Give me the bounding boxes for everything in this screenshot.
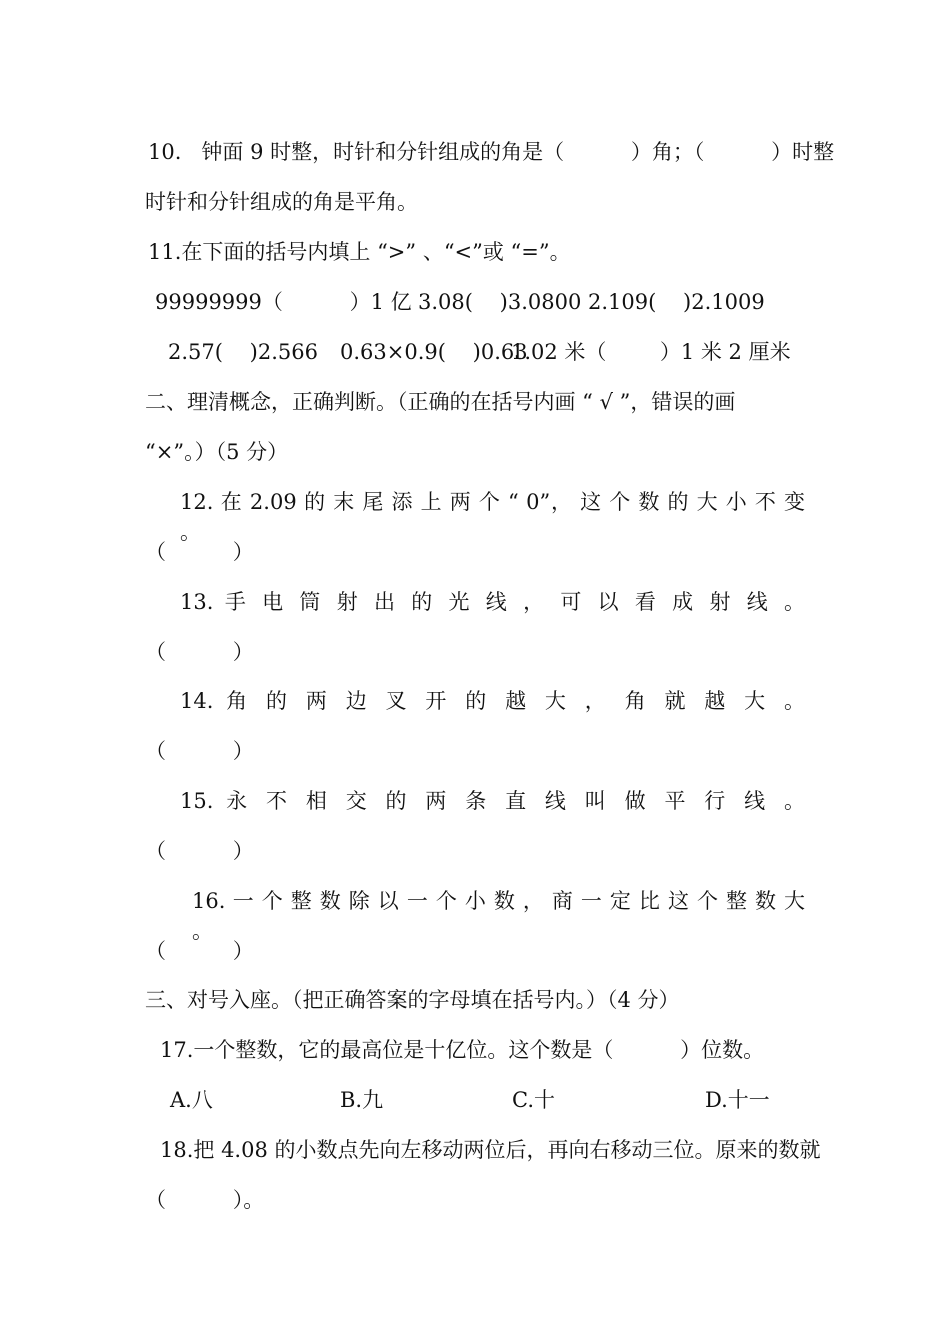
- q11-row2: [0, 337, 950, 367]
- section2-title: 二、理清概念，正确判断。（正确的在括号内画 “ √ ”，错误的画: [145, 390, 736, 414]
- q12-paren: （ ）: [145, 540, 254, 564]
- q10-line2: 时针和分针组成的角是平角。: [145, 190, 418, 214]
- q17-option-b: B.九: [340, 1088, 384, 1112]
- section3-title: 三、对号入座。（把正确答案的字母填在括号内。）（4 分）: [145, 988, 680, 1012]
- q10-line1: 10. 钟面 9 时整，时针和分针组成的角是（ ）角；（ ）时整: [148, 140, 835, 164]
- q11-item-1: 99999999（ ）1 亿: [155, 290, 412, 314]
- q12-text: 12. 在 2.09 的 末 尾 添 上 两 个 “ 0”， 这 个 数 的 大 小 不 变 。: [180, 490, 805, 544]
- q14-paren: （ ）: [145, 739, 254, 763]
- q11-item-4: 2.57( )2.566: [168, 340, 318, 364]
- q14-text: 14. 角 的 两 边 叉 开 的 越 大 ， 角 就 越 大 。: [180, 689, 805, 713]
- q16-text: 16. 一 个 整 数 除 以 一 个 小 数 ， 商 一 定 比 这 个 整 数 大 。: [192, 889, 805, 943]
- q11-title: 11.在下面的括号内填上 “>” 、“<”或 “=”。: [148, 240, 571, 264]
- q17-option-a: A.八: [170, 1088, 213, 1112]
- q11-item-3: 2.109( )2.1009: [588, 290, 765, 314]
- q11-item-6: 1.02 米（ ）1 米 2 厘米: [511, 340, 791, 364]
- q17-text: 17.一个整数，它的最高位是十亿位。这个数是（ ）位数。: [160, 1038, 765, 1062]
- section2-title-cont: “×”。）（5 分）: [145, 440, 289, 464]
- q16-paren: （ ）: [145, 939, 254, 963]
- q17-option-c: C.十: [512, 1088, 555, 1112]
- q11-item-2: 3.08( )3.0800: [418, 290, 582, 314]
- q18-line2: （ ）。: [145, 1188, 265, 1212]
- q15-text: 15. 永 不 相 交 的 两 条 直 线 叫 做 平 行 线 。: [180, 789, 805, 813]
- q17-options: [0, 1085, 950, 1115]
- q18-line1: 18.把 4.08 的小数点先向左移动两位后，再向右移动三位。原来的数就: [160, 1138, 821, 1162]
- q13-paren: （ ）: [145, 640, 254, 664]
- q11-item-5: 0.63×0.9( )0.63: [340, 340, 528, 364]
- q17-option-d: D.十一: [705, 1088, 770, 1112]
- q15-paren: （ ）: [145, 839, 254, 863]
- q13-text: 13. 手 电 筒 射 出 的 光 线 ， 可 以 看 成 射 线 。: [180, 590, 805, 614]
- q11-row1: [0, 287, 950, 317]
